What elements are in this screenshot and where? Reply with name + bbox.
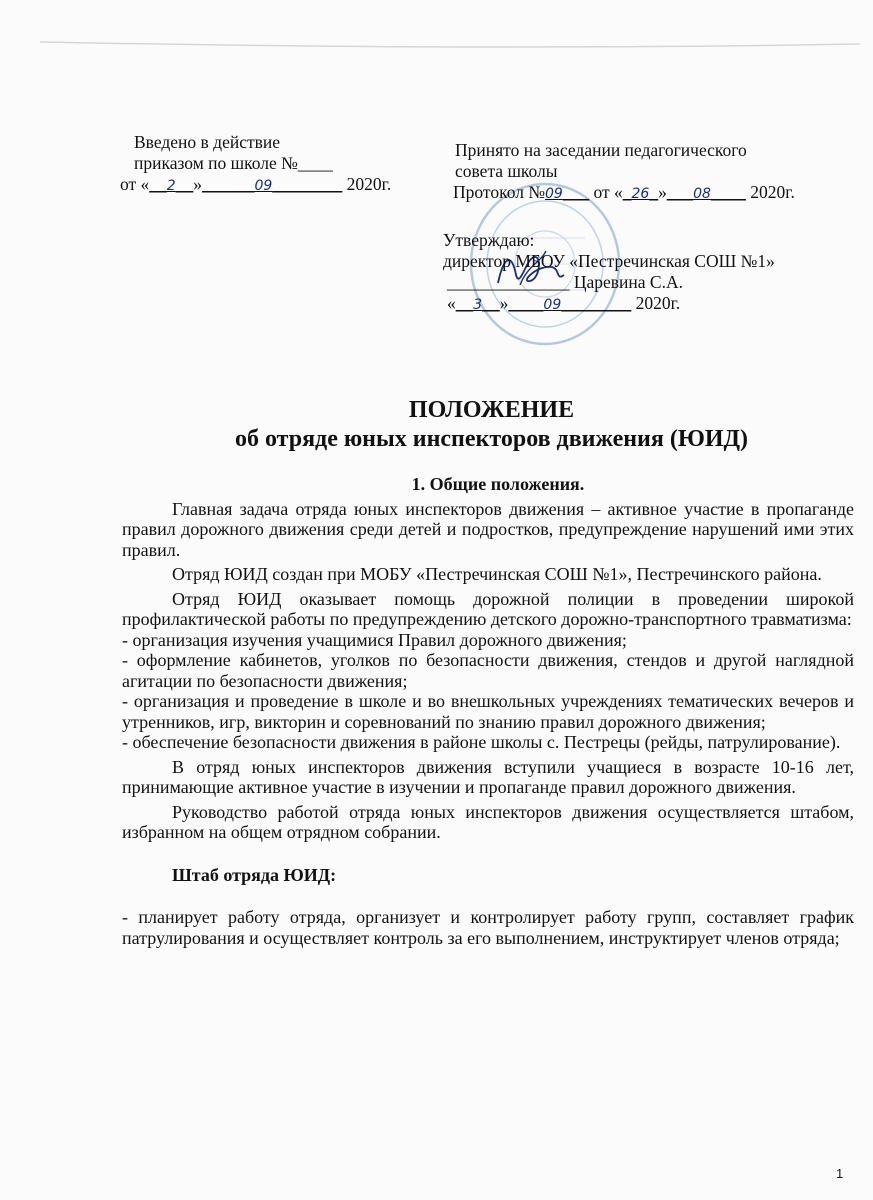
- document-body: [122, 474, 854, 948]
- list-item: - организация изучения учащимися Правил дорожного движения;: [122, 629, 627, 650]
- list-item: - организация и проведение в школе и во внешкольных учреждениях тематических вечеров и утренников, игр, викторин и соревнований по знанию правил дорожного движения;: [122, 691, 854, 732]
- document-title: ПОЛОЖЕНИЕ: [408, 397, 575, 423]
- paragraph-created: Отряд ЮИД создан при МОБУ «Пестречинская СОШ №1», Пестречинского района.: [172, 564, 822, 584]
- right-header-line1: Принято на заседании педагогического: [455, 140, 747, 160]
- list-item: - оформление кабинетов, уголков по безопасности движения, стендов и другой наглядной агитации по безопасности движения;: [122, 650, 854, 691]
- approval-line3: ______________ Царевина С.А.: [447, 272, 683, 292]
- paragraph-main-task: Главная задача отряда юных инспекторов движения – активное участие в пропаганде правил дорожного движения среди детей и подростков, предупреждение нарушений ими этих правил.: [122, 498, 854, 560]
- right-header-line2: совета школы: [455, 161, 558, 181]
- paragraph-members: В отряд юных инспекторов движения вступили учащиеся в возрасте 10-16 лет, принимающие активное участие в изучении и пропаганде правил дорожного движения.: [122, 756, 854, 797]
- handwritten-month: 09: [254, 178, 273, 194]
- left-header-line3: от «__2__»______09________ 2020г.: [120, 174, 392, 194]
- approval-line2: директор МБОУ «Пестречинская СОШ №1»: [443, 251, 775, 271]
- document-subtitle: об отряде юных инспекторов движения (ЮИД): [234, 426, 749, 452]
- director-name: Царевина С.А.: [569, 272, 683, 292]
- left-header: [120, 132, 392, 197]
- right-header: [455, 140, 795, 205]
- approval-line1: Утверждаю:: [443, 230, 535, 250]
- staff-item: - планирует работу отряда, организует и контролирует работу групп, составляет график патрулирования и осуществляет контроль за его выполнением, инструктирует членов отряда;: [122, 907, 854, 948]
- left-header-line2: приказом по школе №____: [134, 153, 333, 173]
- approval-block: [443, 230, 775, 316]
- approval-line4: «__3__»____09________ 2020г.: [447, 293, 681, 313]
- scan-edge-line: [0, 0, 873, 60]
- right-header-line3: Протокол №09___ от «_26_»___08____ 2020г.: [453, 182, 795, 202]
- section-heading: 1. Общие положения.: [411, 474, 585, 494]
- paragraph-assistance: Отряд ЮИД оказывает помощь дорожной полиции в проведении широкой профилактической работы по предупреждению детского дорожно-транспортного травматизма:: [122, 588, 854, 629]
- page-number: 1: [836, 1166, 844, 1181]
- left-header-line1: Введено в действие: [134, 132, 281, 152]
- staff-heading: Штаб отряда ЮИД:: [172, 864, 337, 885]
- handwritten-day: 2: [166, 178, 176, 194]
- paragraph-leadership: Руководство работой отряда юных инспекторов движения осуществляется штабом, избранном на общем отрядном собрании.: [122, 801, 854, 842]
- list-item: - обеспечение безопасности движения в районе школы с. Пестрецы (рейды, патрулирование).: [122, 732, 841, 752]
